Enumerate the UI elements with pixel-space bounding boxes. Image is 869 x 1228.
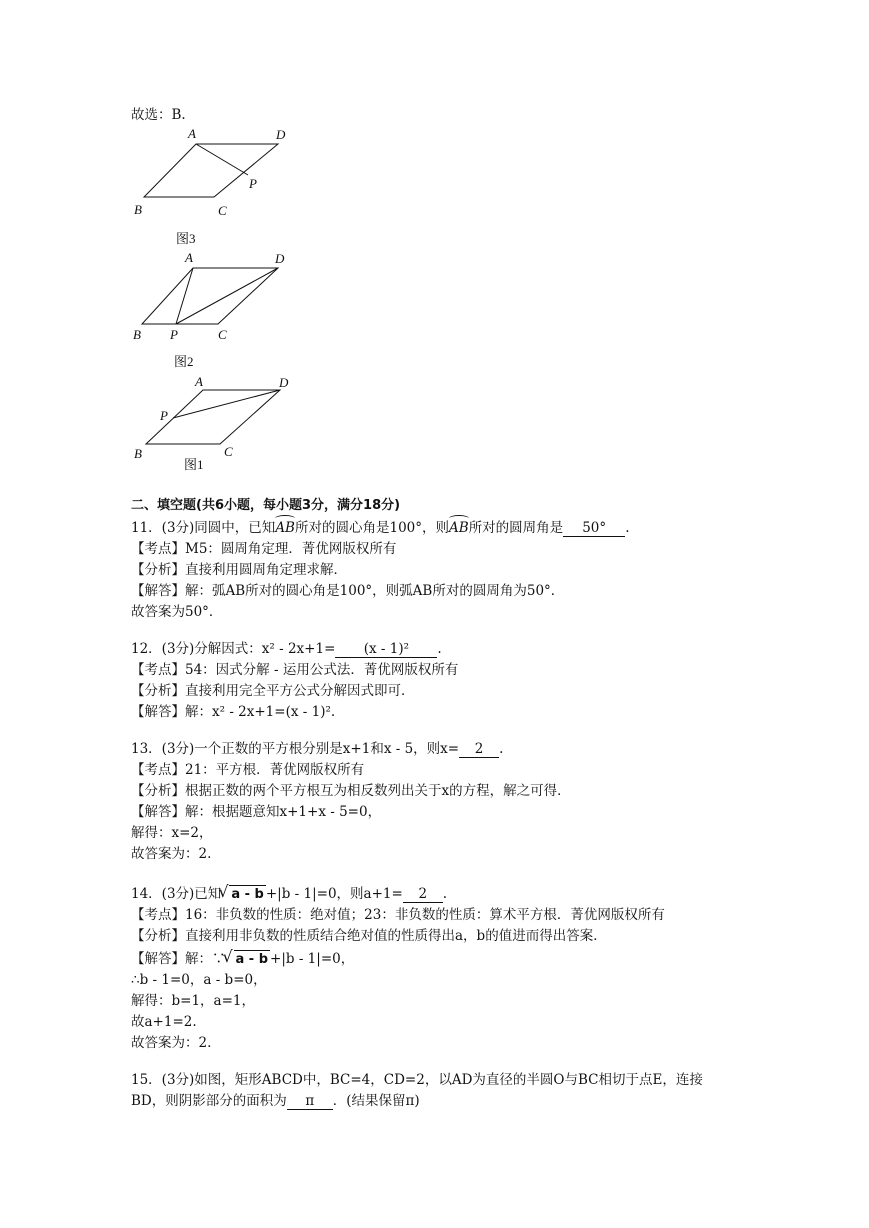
- q13-stem: [131, 740, 503, 758]
- q11-answer: 50°: [563, 521, 625, 537]
- figure-2: [128, 250, 308, 372]
- q11-kaodian: 【考点】M5：圆周角定理．菁优网版权所有: [131, 541, 397, 557]
- q13-step1: 解得：x=2，: [131, 825, 213, 841]
- q12-stem-text: 12．(3分)分解因式：x² - 2x+1=: [131, 641, 336, 657]
- fig3-label-c: C: [218, 203, 227, 218]
- q13-kaodian: 【考点】21：平方根．菁优网版权所有: [131, 762, 365, 778]
- q14-kaodian: 【考点】16：非负数的性质：绝对值；23：非负数的性质：算术平方根．菁优网版权所有: [131, 907, 665, 923]
- fig1-label-c: C: [224, 444, 233, 459]
- fig3-label-b: B: [134, 202, 142, 217]
- q15-line2: [131, 1092, 420, 1110]
- q12-end: .: [437, 641, 442, 657]
- fig3-label-p: P: [249, 176, 257, 191]
- q12-fenxi: 【分析】直接利用完全平方公式分解因式即可．: [131, 683, 415, 699]
- q14-step1: ∴b - 1=0，a - b=0，: [131, 972, 267, 988]
- q14-end: .: [442, 886, 448, 902]
- fig2-label-a: A: [185, 250, 193, 265]
- q14-step3: 故a+1=2.: [131, 1014, 197, 1030]
- q14-stem-b: +|b - 1|=0，则a+1=: [265, 886, 403, 902]
- q14-stem-a: 14．(3分)已知: [131, 886, 222, 902]
- figure-1: [128, 372, 308, 474]
- q14-sqrt: √ a - b: [229, 885, 266, 904]
- q13-answer: 2: [459, 742, 499, 758]
- q14-final: 故答案为：2.: [131, 1035, 212, 1051]
- q12-kaodian: 【考点】54：因式分解 - 运用公式法．菁优网版权所有: [131, 662, 459, 678]
- fig2-label-b: B: [133, 327, 141, 342]
- q14-step2: 解得：b=1，a=1，: [131, 993, 255, 1009]
- top-answer: 故选：B.: [131, 107, 186, 123]
- q12-stem: [131, 640, 442, 658]
- fig2-label-p: P: [170, 327, 178, 342]
- q14-stem: [131, 885, 447, 904]
- q15-line2-a: BD，则阴影部分的面积为: [131, 1093, 287, 1109]
- q14-jieda-b: +|b - 1|=0，: [270, 951, 355, 967]
- q13-final: 故答案为：2.: [131, 846, 212, 862]
- q11-final: 故答案为50°．: [131, 604, 223, 620]
- figure-3: [128, 122, 308, 250]
- q14-jieda-sqrt: √ a - b: [234, 950, 271, 969]
- q14-jieda-a: 【解答】解：∵: [131, 951, 226, 967]
- fig1-label-d: D: [279, 375, 289, 390]
- fig2-label-c: C: [218, 327, 227, 342]
- q14-jieda: [131, 950, 354, 969]
- fig1-caption: 图1: [184, 457, 204, 472]
- fig3-caption: 图3: [176, 231, 196, 246]
- q13-jieda: 【解答】解：根据题意知x+1+x - 5=0，: [131, 804, 382, 820]
- fig3-label-a: A: [188, 126, 196, 141]
- q11-jieda: 【解答】解：弧AB所对的圆心角是100°，则弧AB所对的圆周角为50°．: [131, 583, 565, 599]
- q11-arc-ab-1: AB: [275, 520, 295, 536]
- fig1-label-b: B: [134, 446, 142, 461]
- fig3-label-d: D: [276, 127, 286, 142]
- q15-line2-b: ．(结果保留π): [332, 1093, 420, 1109]
- q11-fenxi: 【分析】直接利用圆周角定理求解．: [131, 562, 347, 578]
- q13-fenxi: 【分析】根据正数的两个平方根互为相反数列出关于x的方程，解之可得．: [131, 783, 571, 799]
- q11-end: .: [625, 520, 630, 536]
- q12-jieda: 【解答】解：x² - 2x+1=(x - 1)².: [131, 704, 336, 720]
- section-title: 二、填空题(共6小题，每小题3分，满分18分): [131, 498, 401, 513]
- fig1-label-a: A: [195, 374, 203, 389]
- fig1-label-p: P: [160, 408, 168, 423]
- q11-stem-a: 11．(3分)同圆中，已知: [131, 520, 276, 536]
- q11-arc-ab-2: AB: [449, 520, 469, 536]
- q13-end: .: [499, 741, 504, 757]
- fig2-caption: 图2: [174, 354, 194, 369]
- q11-stem-b: 所对的圆心角是100°，则: [294, 520, 450, 536]
- q14-answer: 2: [403, 887, 443, 903]
- q14-fenxi: 【分析】直接利用非负数的性质结合绝对值的性质得出a，b的值进而得出答案．: [131, 928, 607, 944]
- q15-line1: 15．(3分)如图，矩形ABCD中，BC=4，CD=2，以AD为直径的半圆O与BC相切于点E，连接: [131, 1072, 703, 1088]
- q15-answer: π: [287, 1094, 333, 1110]
- fig2-label-d: D: [275, 251, 285, 266]
- q13-stem-text: 13．(3分)一个正数的平方根分别是x+1和x - 5，则x=: [131, 741, 460, 757]
- q11-stem-c: 所对的圆周角是: [468, 520, 564, 536]
- q12-answer: (x - 1)²: [335, 642, 437, 658]
- q11-stem: [131, 519, 629, 537]
